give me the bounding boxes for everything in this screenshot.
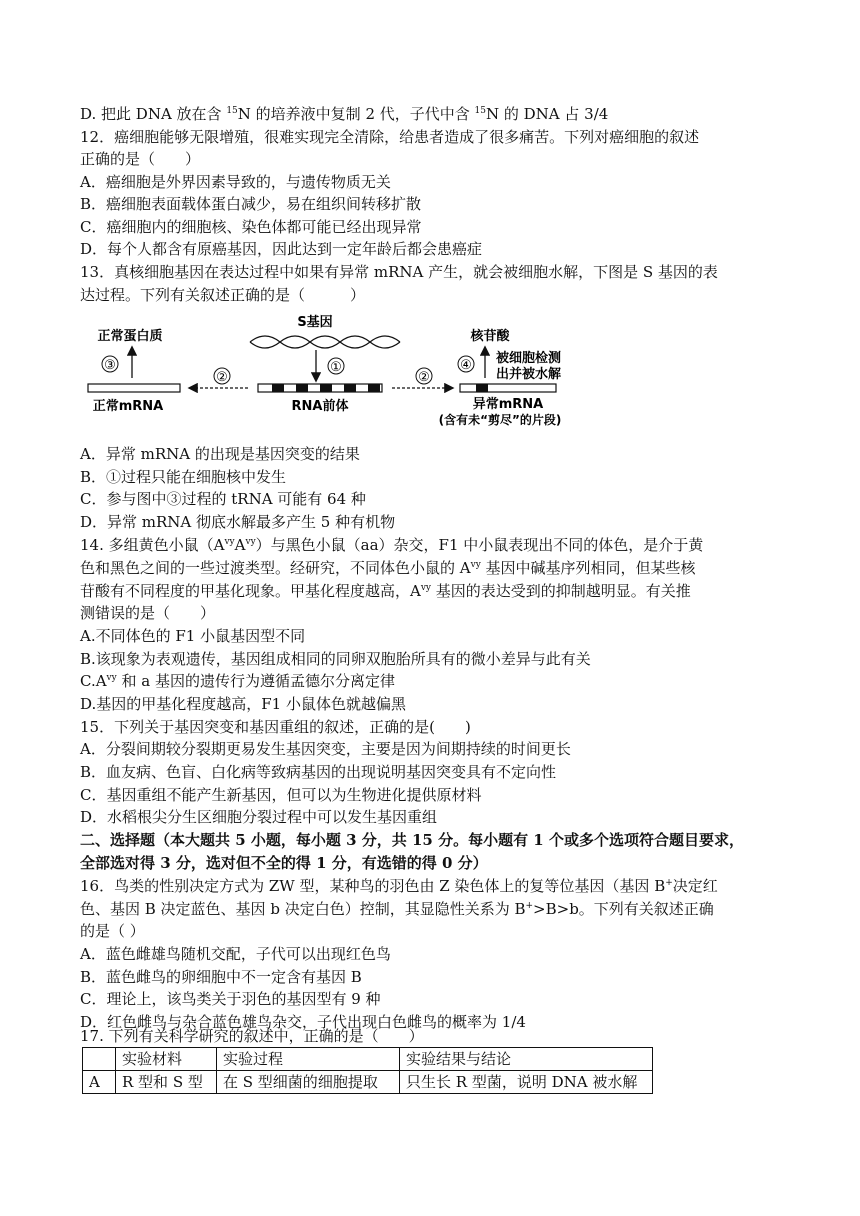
- option-14d: D.基因的甲基化程度越高，F1 小鼠体色就越偏黑: [80, 695, 406, 713]
- option-15a: A．分裂间期较分裂期更易发生基因突变，主要是因为间期持续的时间更长: [80, 740, 571, 758]
- option-12d: D．每个人都含有原癌基因，因此达到一定年龄后都会患癌症: [80, 240, 483, 258]
- table-header-cell: 实验过程: [217, 1048, 400, 1071]
- option-13d: D．异常 mRNA 彻底水解最多产生 5 种有机物: [80, 513, 396, 531]
- option-15d: D．水稻根尖分生区细胞分裂过程中可以发生基因重组: [80, 808, 438, 826]
- option-12a: A．癌细胞是外界因素导致的，与遗传物质无关: [80, 173, 391, 191]
- question-16-stem-3: 的是（ ）: [80, 922, 145, 940]
- step2b-label: ②: [418, 370, 430, 385]
- option-16c: C．理论上，该鸟类关于羽色的基因型有 9 种: [80, 990, 381, 1008]
- question-14-stem: 14. 多组黄色小鼠$(A^{vy}A^{vy})$与黑色小鼠（aa）杂交，F1 中小鼠表现出不同的体色，是介于黄: [80, 536, 704, 554]
- table-cell: 在 S 型细菌的细胞提取: [217, 1071, 400, 1094]
- section-2-heading: 二、选择题（本大题共 5 小题，每小题 3 分，共 15 分。每小题有 1 个或多个选项符合题目要求，: [80, 831, 744, 849]
- question-14-stem-4: 测错误的是（ ）: [80, 604, 216, 622]
- detect-label-2: 出并被水解: [496, 367, 562, 382]
- question-15-stem: 15．下列关于基因突变和基因重组的叙述，正确的是( ): [80, 718, 471, 736]
- rna-precursor-label: RNA前体: [291, 399, 349, 414]
- table-header-cell: 实验结果与结论: [400, 1048, 653, 1071]
- option-12c: C．癌细胞内的细胞核、染色体都可能已经出现异常: [80, 218, 422, 236]
- option-12b: B．癌细胞表面载体蛋白减少，易在组织间转移扩散: [80, 195, 422, 213]
- question-13-stem: 13．真核细胞基因在表达过程中如果有异常 mRNA 产生，就会被细胞水解，下图是 S 基因的表: [80, 263, 718, 281]
- option-14c: $C.A^{vy}$ 和 a 基因的遗传行为遵循孟德尔分离定律: [80, 672, 395, 690]
- option-14a: A.不同体色的 F1 小鼠基因型不同: [80, 627, 306, 645]
- abnormal-mrna-label: 异常mRNA: [472, 397, 544, 412]
- step4-label: ④: [460, 358, 472, 373]
- normal-mrna-bar: [88, 384, 180, 392]
- table-row: [83, 1071, 653, 1094]
- question-16-stem: 16．鸟类的性别决定方式为 ZW 型，某种鸟的羽色由 Z 染色体上的复等位基因（基因 B+决定红: [80, 877, 718, 895]
- section-2-heading-2: 全部选对得 3 分，选对但不全的得 1 分，有选错的得 0 分）: [80, 854, 488, 872]
- normal-mrna-label: 正常mRNA: [92, 399, 164, 414]
- question-13-stem-2: 达过程。下列有关叙述正确的是（ ）: [80, 286, 366, 304]
- table-cell: A: [83, 1071, 116, 1094]
- question-14-stem-2: 色和黑色之间的一些过渡类型。经研究，不同体色小鼠的 $A^{vy}$ 基因中碱基序列相同，但某些核: [80, 559, 696, 577]
- option-15c: C．基因重组不能产生新基因，但可以为生物进化提供原材料: [80, 786, 482, 804]
- table-header-row: [83, 1048, 653, 1071]
- table-header-cell: 实验材料: [116, 1048, 217, 1071]
- table-header-cell: [83, 1048, 116, 1071]
- question-12-stem: 12．癌细胞能够无限增殖，很难实现完全清除，给患者造成了很多痛苦。下列对癌细胞的叙述: [80, 128, 700, 146]
- s-gene-label: S基因: [297, 315, 333, 330]
- option-15b: B．血友病、色盲、白化病等致病基因的出现说明基因突变具有不定向性: [80, 763, 557, 781]
- rna-precursor-bar: [258, 384, 382, 392]
- experiment-table: [82, 1047, 653, 1094]
- question-16-stem-2: 色、基因 B 决定蓝色、基因 b 决定白色）控制，其显隐性关系为 B+>B>b。下列有关叙述正确: [80, 900, 714, 918]
- normal-protein-label: 正常蛋白质: [97, 329, 163, 344]
- abnormal-mrna-bar: [460, 384, 556, 392]
- detect-label-1: 被细胞检测: [496, 351, 562, 366]
- option-13c: C．参与图中③过程的 tRNA 可能有 64 种: [80, 490, 366, 508]
- option-13b: B．①过程只能在细胞核中发生: [80, 468, 287, 486]
- table-cell: R 型和 S 型: [116, 1071, 217, 1094]
- table-cell: 只生长 R 型菌，说明 DNA 被水解: [400, 1071, 653, 1094]
- question-17-stem: 17. 下列有关科学研究的叙述中，正确的是（ ）: [80, 1027, 424, 1045]
- option-16d: D．红色雌鸟与杂合蓝色雄鸟杂交，子代出现白色雌鸟的概率为 1/4: [80, 1013, 526, 1031]
- option-16a: A．蓝色雌雄鸟随机交配，子代可以出现红色鸟: [80, 945, 391, 963]
- step1-label: ①: [330, 360, 342, 375]
- option-13a: A．异常 mRNA 的出现是基因突变的结果: [80, 445, 360, 463]
- dna-helix: [250, 336, 400, 348]
- step2a-label: ②: [216, 370, 228, 385]
- question-12-stem-2: 正确的是（ ）: [80, 150, 201, 168]
- option-14b: B.该现象为表观遗传，基因组成相同的同卵双胞胎所具有的微小差异与此有关: [80, 650, 591, 668]
- gene-expression-diagram: [80, 312, 600, 432]
- option-16b: B．蓝色雌鸟的卵细胞中不一定含有基因 B: [80, 968, 362, 986]
- nucleotide-label: 核苷酸: [470, 329, 510, 344]
- abnormal-mrna-note: (含有未“剪尽”的片段): [438, 413, 562, 427]
- option-11d: D. 把此 DNA 放在含 $^{15}$N 的培养液中复制 2 代，子代中含 $^{15}$N 的 DNA 占 3/4: [80, 105, 609, 123]
- question-14-stem-3: 苷酸有不同程度的甲基化现象。甲基化程度越高，$A^{vy}$ 基因的表达受到的抑制越明显。有关推: [80, 582, 691, 600]
- step3-label: ③: [104, 358, 116, 373]
